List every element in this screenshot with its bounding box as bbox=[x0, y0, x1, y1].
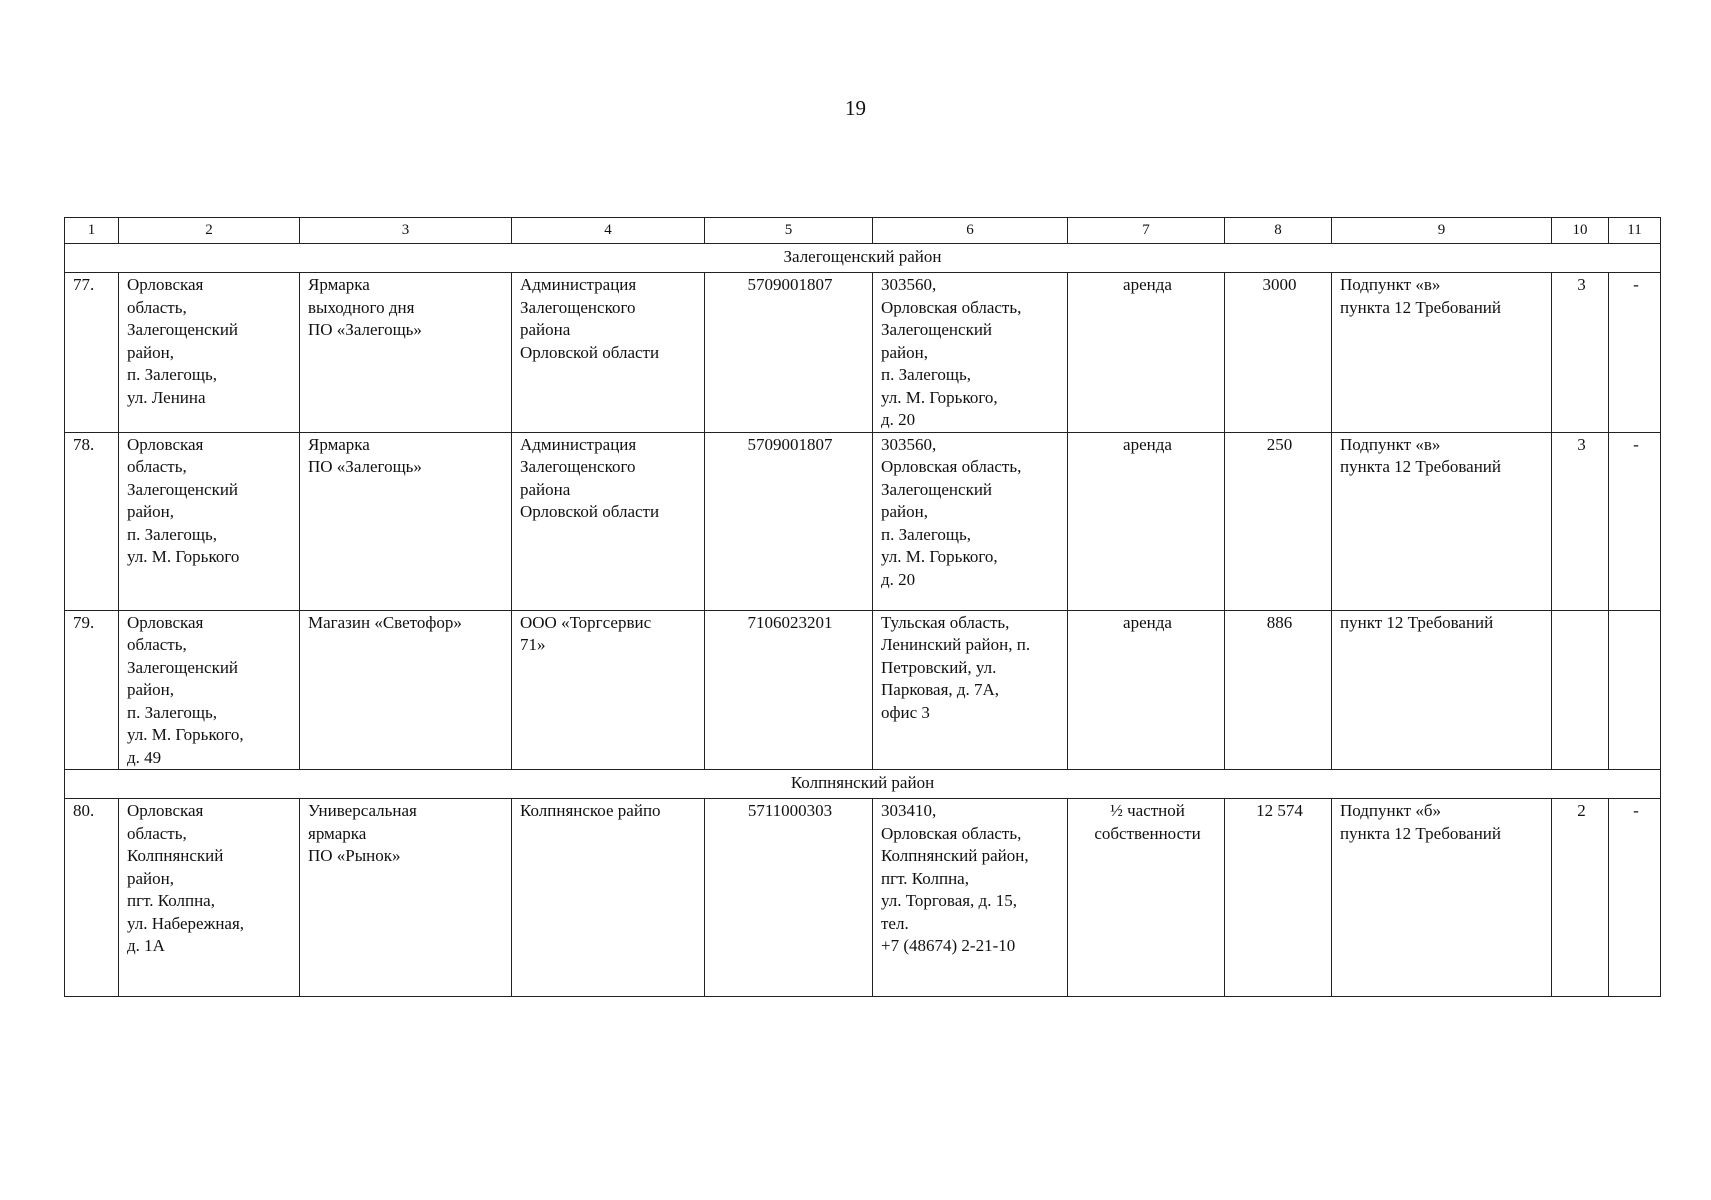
area-cell: 886 bbox=[1225, 610, 1332, 770]
row-number: 78. bbox=[65, 432, 119, 610]
basis-cell: Подпункт «б» пункта 12 Требований bbox=[1332, 799, 1552, 997]
organizer-cell: Администрация Залегощенского района Орловской области bbox=[512, 273, 705, 433]
location-cell: Орловская область, Залегощенский район, п. Залегощь, ул. Ленина bbox=[119, 273, 300, 433]
table-row bbox=[65, 273, 1661, 433]
address-cell: 303410, Орловская область, Колпнянский район, пгт. Колпна, ул. Торговая, д. 15, тел. +7 (48674) 2-21-10 bbox=[873, 799, 1068, 997]
column-number: 9 bbox=[1332, 218, 1552, 244]
col10-cell: 2 bbox=[1552, 799, 1609, 997]
table-row bbox=[65, 799, 1661, 997]
row-number: 77. bbox=[65, 273, 119, 433]
address-cell: Тульская область, Ленинский район, п. Петровский, ул. Парковая, д. 7А, офис 3 bbox=[873, 610, 1068, 770]
object-name-cell: Ярмарка ПО «Залегощь» bbox=[300, 432, 512, 610]
inn-cell: 5711000303 bbox=[705, 799, 873, 997]
object-name-cell: Универсальная ярмарка ПО «Рынок» bbox=[300, 799, 512, 997]
right-cell: аренда bbox=[1068, 432, 1225, 610]
column-number: 10 bbox=[1552, 218, 1609, 244]
column-number: 3 bbox=[300, 218, 512, 244]
area-cell: 12 574 bbox=[1225, 799, 1332, 997]
area-cell: 250 bbox=[1225, 432, 1332, 610]
organizer-cell: Администрация Залегощенского района Орловской области bbox=[512, 432, 705, 610]
basis-cell: пункт 12 Требований bbox=[1332, 610, 1552, 770]
inn-cell: 5709001807 bbox=[705, 432, 873, 610]
right-cell: аренда bbox=[1068, 273, 1225, 433]
fairs-table bbox=[64, 217, 1661, 997]
inn-cell: 7106023201 bbox=[705, 610, 873, 770]
column-number: 5 bbox=[705, 218, 873, 244]
organizer-cell: Колпнянское райпо bbox=[512, 799, 705, 997]
column-number-row bbox=[65, 218, 1661, 244]
address-cell: 303560, Орловская область, Залегощенский район, п. Залегощь, ул. М. Горького, д. 20 bbox=[873, 432, 1068, 610]
inn-cell: 5709001807 bbox=[705, 273, 873, 433]
district-title: Колпнянский район bbox=[65, 770, 1661, 799]
address-cell: 303560, Орловская область, Залегощенский район, п. Залегощь, ул. М. Горького, д. 20 bbox=[873, 273, 1068, 433]
page-number: 19 bbox=[845, 96, 866, 120]
district-title: Залегощенский район bbox=[65, 244, 1661, 273]
area-cell: 3000 bbox=[1225, 273, 1332, 433]
column-number: 6 bbox=[873, 218, 1068, 244]
location-cell: Орловская область, Залегощенский район, п. Залегощь, ул. М. Горького, д. 49 bbox=[119, 610, 300, 770]
col10-cell: 3 bbox=[1552, 273, 1609, 433]
row-number: 79. bbox=[65, 610, 119, 770]
col10-cell: 3 bbox=[1552, 432, 1609, 610]
organizer-cell: ООО «Торгсервис 71» bbox=[512, 610, 705, 770]
district-row bbox=[65, 770, 1661, 799]
right-cell: ½ частной собственности bbox=[1068, 799, 1225, 997]
right-cell: аренда bbox=[1068, 610, 1225, 770]
table-row bbox=[65, 432, 1661, 610]
col10-cell bbox=[1552, 610, 1609, 770]
column-number: 2 bbox=[119, 218, 300, 244]
col11-cell: - bbox=[1609, 799, 1661, 997]
row-number: 80. bbox=[65, 799, 119, 997]
column-number: 8 bbox=[1225, 218, 1332, 244]
column-number: 7 bbox=[1068, 218, 1225, 244]
basis-cell: Подпункт «в» пункта 12 Требований bbox=[1332, 432, 1552, 610]
column-number: 4 bbox=[512, 218, 705, 244]
table-row bbox=[65, 610, 1661, 770]
district-row bbox=[65, 244, 1661, 273]
col11-cell: - bbox=[1609, 273, 1661, 433]
column-number: 11 bbox=[1609, 218, 1661, 244]
basis-cell: Подпункт «в» пункта 12 Требований bbox=[1332, 273, 1552, 433]
object-name-cell: Магазин «Светофор» bbox=[300, 610, 512, 770]
location-cell: Орловская область, Залегощенский район, п. Залегощь, ул. М. Горького bbox=[119, 432, 300, 610]
object-name-cell: Ярмарка выходного дня ПО «Залегощь» bbox=[300, 273, 512, 433]
col11-cell: - bbox=[1609, 432, 1661, 610]
column-number: 1 bbox=[65, 218, 119, 244]
col11-cell bbox=[1609, 610, 1661, 770]
location-cell: Орловская область, Колпнянский район, пгт. Колпна, ул. Набережная, д. 1А bbox=[119, 799, 300, 997]
